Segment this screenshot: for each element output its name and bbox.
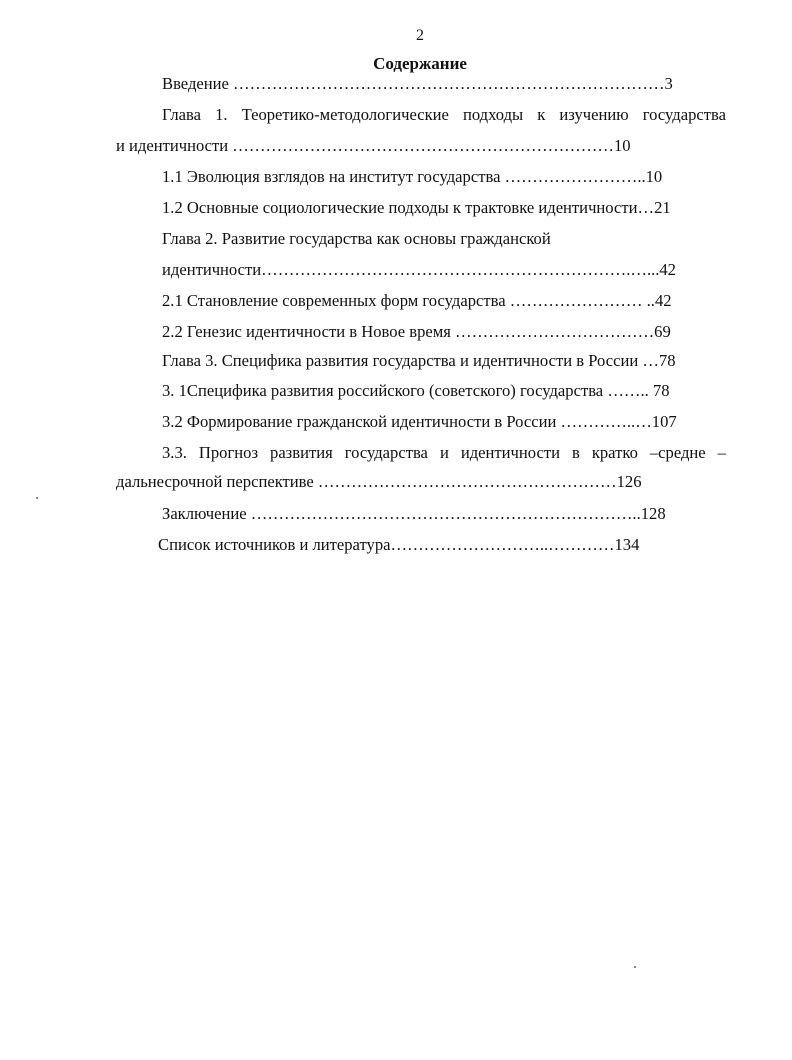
word: и: [439, 443, 449, 462]
scan-speck: [36, 497, 38, 499]
word: подходы: [462, 105, 524, 124]
word: 3.3.: [162, 443, 187, 462]
toc-entry-section-3-2: 3.2 Формирование гражданской идентичности в России …………..…107: [162, 412, 677, 431]
word: изучению: [559, 105, 629, 124]
toc-entry-section-2-2: 2.2 Генезис идентичности в Новое время ………………………………69: [162, 322, 671, 341]
toc-entry-chapter-1-line-1: [162, 105, 726, 125]
toc-entry-conclusion: Заключение ……………………………………………………………..128: [162, 504, 666, 523]
toc-entry-chapter-1-line-2: и идентичности ……………………………………………………………10: [116, 136, 631, 155]
toc-entry-section-2-1: 2.1 Становление современных форм государства …………………… ..42: [162, 291, 672, 310]
toc-entry-chapter-3: Глава 3. Специфика развития государства и идентичности в России …78: [162, 351, 676, 370]
toc-entry-chapter-2-line-1: Глава 2. Развитие государства как основы гражданской: [162, 229, 551, 248]
toc-entry-sources: Список источников и литература………………………..…………134: [158, 535, 640, 554]
scan-speck: [634, 966, 636, 968]
toc-entry-chapter-2-line-2: идентичности………………………………………………………….…...42: [162, 260, 676, 279]
word: государства: [344, 443, 428, 462]
toc-entry-section-1-2: 1.2 Основные социологические подходы к трактовке идентичности…21: [162, 198, 671, 217]
toc-entry-section-3-3-line-2: дальнесрочной перспективе ………………………………………………126: [116, 472, 642, 491]
word: идентичности: [460, 443, 560, 462]
word: Теоретико-методологические: [241, 105, 449, 124]
page-number: 2: [416, 27, 424, 44]
word: –средне: [649, 443, 706, 462]
word: развития: [270, 443, 333, 462]
word: Прогноз: [198, 443, 259, 462]
toc-entry-section-3-1: 3. 1Специфика развития российского (советского) государства …….. 78: [162, 381, 670, 400]
toc-entry-section-3-3-line-1: [162, 443, 726, 463]
toc-entry-section-1-1: 1.1 Эволюция взглядов на институт государства ……………………..10: [162, 167, 663, 186]
page-title: Содержание: [373, 54, 467, 73]
word: государства: [642, 105, 726, 124]
word: в: [571, 443, 580, 462]
word: к: [537, 105, 546, 124]
word: –: [717, 443, 726, 462]
word: Глава: [162, 105, 201, 124]
word: 1.: [215, 105, 228, 124]
word: кратко: [591, 443, 638, 462]
toc-entry-introduction: Введение ……………………………………………………………………3: [162, 74, 673, 93]
